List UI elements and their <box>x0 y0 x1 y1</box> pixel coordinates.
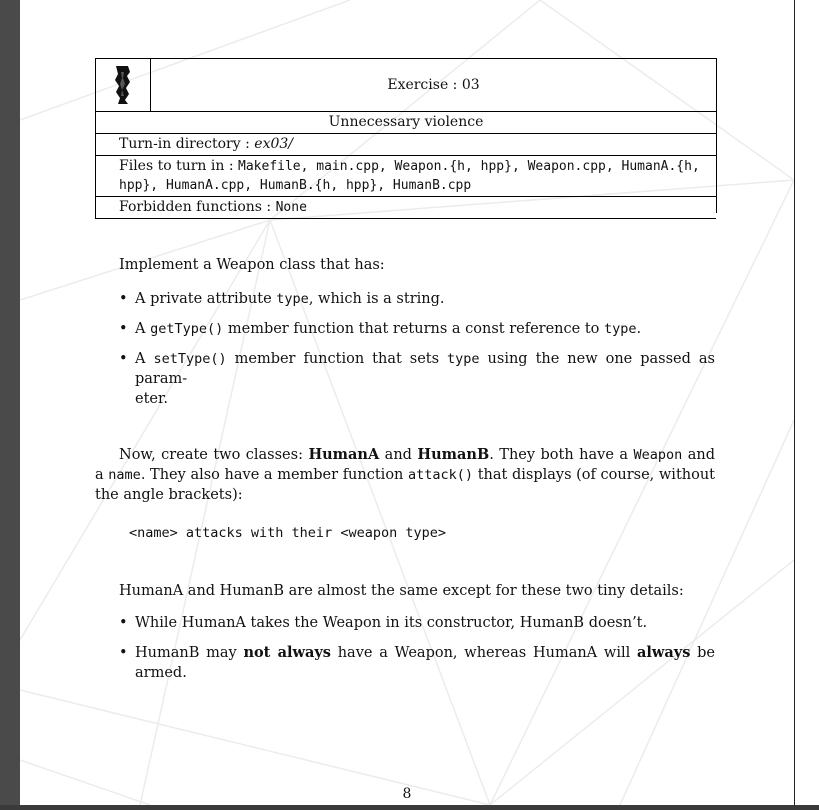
viewer-bottom-edge <box>0 805 819 810</box>
weapon-requirements-list <box>95 289 715 409</box>
bullet-glyph: • <box>119 291 128 307</box>
school-logo <box>96 59 151 111</box>
code-sample: <name> attacks with their <weapon type> <box>129 525 446 541</box>
list-item: • While HumanA takes the Weapon in its constructor, HumanB doesn’t. <box>119 615 648 631</box>
exercise-body <box>95 255 715 693</box>
turn-in-directory-row <box>96 134 716 156</box>
turn-in-label: Turn-in directory : <box>119 136 250 152</box>
turn-in-value: ex03/ <box>254 136 293 152</box>
exercise-subtitle: Unnecessary violence <box>96 112 716 134</box>
bullet-glyph: • <box>119 645 128 661</box>
differences-paragraph: HumanA and HumanB are almost the same except for these two tiny details: <box>119 583 684 599</box>
bullet-glyph: • <box>119 615 128 631</box>
list-item: • A setType() member function that sets type using the new one passed as param- eter. <box>119 351 715 407</box>
intro-text: Implement a Weapon class that has: <box>119 257 385 273</box>
exercise-header-table <box>95 58 716 219</box>
files-label: Files to turn in : <box>119 158 234 174</box>
bullet-glyph: • <box>119 321 128 337</box>
page-number: 8 <box>402 786 412 802</box>
classes-paragraph: Now, create two classes: HumanA and HumanB. They both have a Weapon and a name. They also have a member function attack() that displays (of course, without the angle brackets): <box>95 446 716 503</box>
forbidden-label: Forbidden functions : <box>119 199 272 215</box>
forbidden-functions-row <box>96 197 716 218</box>
header-title-row <box>96 59 716 112</box>
list-item: • HumanB may not always have a Weapon, whereas HumanA will always be armed. <box>119 644 715 681</box>
logo-icon <box>112 64 134 106</box>
list-item: • A private attribute type, which is a string. <box>119 291 445 307</box>
scrollbar-track[interactable] <box>794 0 819 805</box>
exercise-title: Exercise : 03 <box>387 77 480 93</box>
pdf-page <box>20 0 794 805</box>
list-item: • A getType() member function that returns a const reference to type. <box>119 321 642 337</box>
bullet-glyph: • <box>119 351 128 367</box>
forbidden-value: None <box>275 200 307 215</box>
files-value-line2: hpp}, HumanA.cpp, HumanB.{h, hpp}, HumanB.cpp <box>119 178 472 193</box>
differences-list <box>95 613 715 683</box>
files-to-turn-in-row <box>96 156 716 197</box>
files-value-line1: Makefile, main.cpp, Weapon.{h, hpp}, Weapon.cpp, HumanA.{h, <box>238 159 700 174</box>
